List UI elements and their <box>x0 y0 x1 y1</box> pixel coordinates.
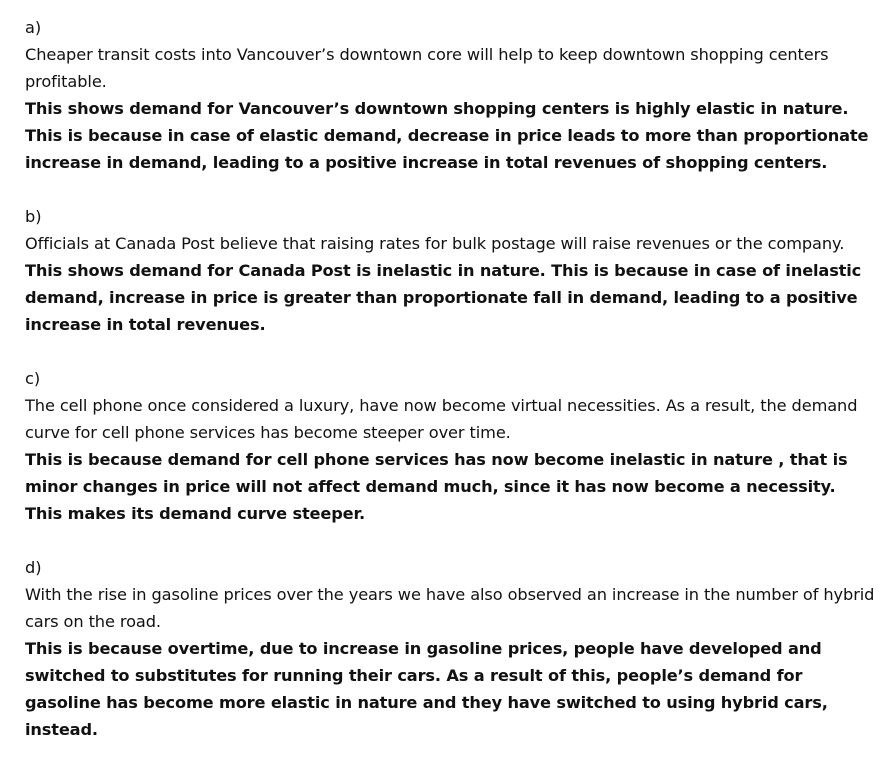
question-statement: With the rise in gasoline prices over the years we have also observed an increase in the number of hybrid cars on the road. <box>25 585 875 631</box>
question-label: b) <box>25 207 42 226</box>
question-section-c <box>25 365 875 527</box>
question-section-b <box>25 203 875 338</box>
answer-text: This shows demand for Canada Post is inelastic in nature. This is because in case of inelastic demand, increase in price is greater than proportionate fall in demand, leading to a positive increase in total revenues. <box>25 261 862 334</box>
question-label: d) <box>25 558 42 577</box>
question-label: a) <box>25 18 42 37</box>
question-label: c) <box>25 369 41 388</box>
question-statement: The cell phone once considered a luxury, have now become virtual necessities. As a result, the demand curve for cell phone services has become steeper over time. <box>25 396 858 442</box>
answer-text: This is because overtime, due to increase in gasoline prices, people have developed and switched to substitutes for running their cars. As a result of this, people’s demand for gasoline has become more elastic in nature and they have switched to using hybrid cars, instead. <box>25 639 828 739</box>
answer-text: This is because demand for cell phone services has now become inelastic in nature , that is minor changes in price will not affect demand much, since it has now become a necessity. This makes its demand curve steeper. <box>25 450 848 523</box>
answer-text: This shows demand for Vancouver’s downtown shopping centers is highly elastic in nature. This is because in case of elastic demand, decrease in price leads to more than proportionate increase in demand, leading to a positive increase in total revenues of shopping centers. <box>25 99 869 172</box>
question-statement: Officials at Canada Post believe that raising rates for bulk postage will raise revenues or the company. <box>25 234 845 253</box>
question-statement: Cheaper transit costs into Vancouver’s downtown core will help to keep downtown shopping centers profitable. <box>25 45 829 91</box>
question-section-d <box>25 554 875 743</box>
document-body <box>25 14 875 770</box>
question-section-a <box>25 14 875 176</box>
